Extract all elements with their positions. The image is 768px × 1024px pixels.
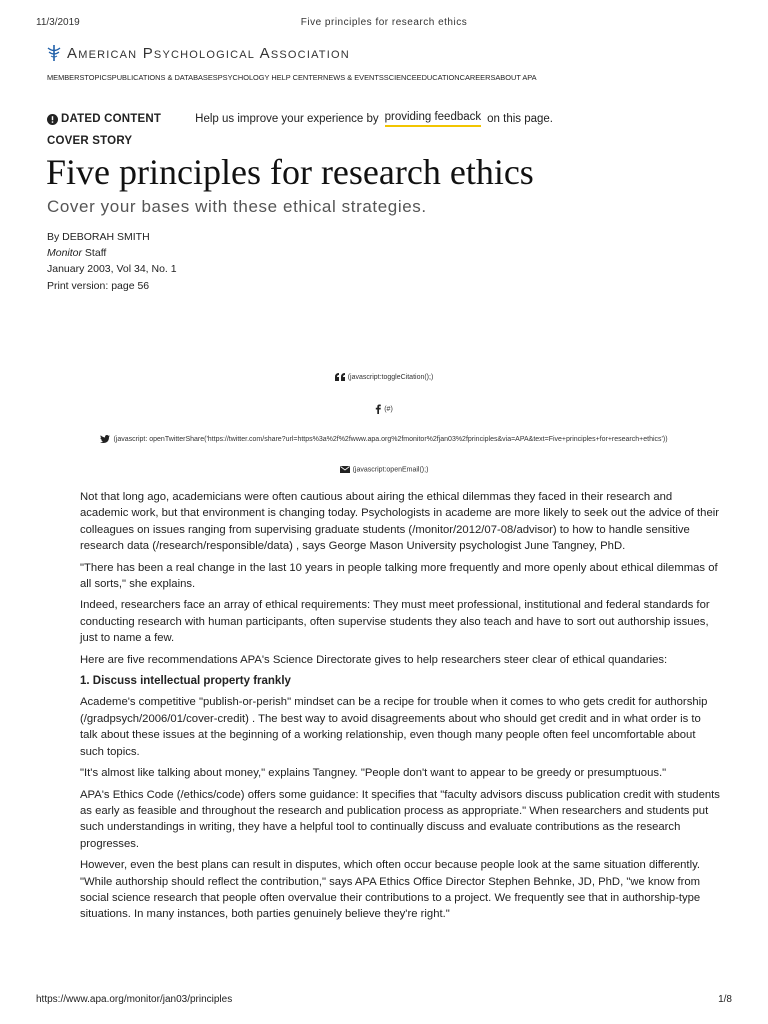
nav-item-topics[interactable]: TOPICS [84, 73, 112, 82]
nav-item-members[interactable]: MEMBERS [47, 73, 85, 82]
quote-icon [335, 373, 345, 381]
page-subtitle: Cover your bases with these ethical strategies. [47, 197, 427, 216]
nav-item-science[interactable]: SCIENCE [383, 73, 417, 82]
article-body [80, 489, 720, 928]
print-date: 11/3/2019 [36, 17, 80, 28]
email-link[interactable]: (javascript:openEmail();) [352, 466, 429, 474]
envelope-icon [340, 466, 350, 473]
nav-item-publications[interactable]: PUBLICATIONS & DATABASES [111, 73, 218, 82]
main-nav [47, 73, 537, 82]
paragraph: Academe's competitive "publish-or-perish" mindset can be a recipe for trouble when it comes to who gets credit for authorship (/gradpsych/2006/01/cover-credit) . The best way to avoid disagreements about who should get credit and in what order is to talk about these issues at the beginning of a working relationship, even though many people often feel uncomfortable about such topics. [80, 696, 708, 758]
print-version: Print version: page 56 [47, 280, 150, 292]
staff-line [47, 247, 106, 259]
paragraph: Not that long ago, academicians were often cautious about airing the ethical dilemmas they faced in their research and academic work, but that environment is changing today. Psychologists in academe are more likely to seek out the advice of their colleagues on issues ranging from supervising graduate students (/monitor/2012/07-08/advisor) to how to handle sensitive research data (/research/responsible/data) , says George Mason University psychologist June Tangney, PhD. [80, 491, 720, 553]
facebook-link[interactable]: (#) [384, 405, 393, 413]
nav-item-about[interactable]: ABOUT APA [495, 73, 537, 82]
nav-item-careers[interactable]: CAREERS [459, 73, 496, 82]
citation-link[interactable]: (javascript:toggleCitation();) [347, 373, 434, 381]
staff-italic: Monitor [47, 247, 83, 259]
paragraph: However, even the best plans can result in disputes, which often occur because people look at the same situation differently. "While authorship should reflect the contribution," says APA Ethics Office Director Stephen Behnke, JD, PhD, "we know from social science research that people often overvalue their contributions to a project. We frequently see that in authorship-type situations. In many instances, both parties genuinely believe they're right." [80, 859, 701, 921]
paragraph: Here are five recommendations APA's Science Directorate gives to help researchers steer clear of ethical quandaries: [80, 653, 668, 666]
twitter-icon [100, 435, 110, 443]
section-label: COVER STORY [47, 135, 133, 147]
staff-rest: Staff [82, 247, 107, 259]
dated-content-label: DATED CONTENT [61, 113, 162, 125]
facebook-share[interactable] [0, 404, 768, 414]
citation-share[interactable] [0, 373, 768, 381]
paragraph: APA's Ethics Code (/ethics/code) offers some guidance: It specifies that "faculty advisors discuss publication credit with students as early as feasible and throughout the research and publication process as appropriate." When researchers and students put such understandings in writing, they have a helpful tool to continually discuss and evaluate contributions as the research progresses. [80, 788, 720, 850]
issue-line: January 2003, Vol 34, No. 1 [47, 263, 177, 275]
page-title: Five principles for research ethics [46, 152, 534, 192]
logo-text: American Psychological Association [67, 44, 350, 62]
twitter-share[interactable] [0, 435, 768, 443]
facebook-icon [375, 404, 381, 414]
print-title: Five principles for research ethics [300, 17, 468, 28]
email-share[interactable] [0, 466, 768, 473]
apa-logo[interactable] [47, 44, 350, 62]
twitter-link[interactable]: (javascript: openTwitterShare('https://twitter.com/share?url=https%3a%2f%2fwww.apa.org%2fmonitor%2fjan03%2fprinciples&via=APA&text=Five+principles+for+research+ethics')) [113, 435, 668, 443]
notice-text-before: Help us improve your experience by [195, 113, 379, 125]
footer-url: https://www.apa.org/monitor/jan03/principles [36, 994, 233, 1005]
dated-content-notice [47, 111, 553, 127]
nav-item-news[interactable]: NEWS & EVENTS [323, 73, 384, 82]
section-heading: 1. Discuss intellectual property frankly [80, 675, 291, 688]
page-number: 1/8 [718, 994, 732, 1005]
nav-item-help-center[interactable]: PSYCHOLOGY HELP CENTER [217, 73, 324, 82]
feedback-link[interactable]: providing feedback [385, 111, 482, 127]
apa-logo-icon [47, 44, 61, 62]
paragraph: Indeed, researchers face an array of ethical requirements: They must meet professional, institutional and federal standards for conducting research with human participants, often supervise students they also teach and have to sort out authorship issues, just to name a few. [80, 599, 710, 645]
paragraph: "It's almost like talking about money," explains Tangney. "People don't want to appear to be greedy or presumptuous." [80, 767, 667, 780]
paragraph: "There has been a real change in the last 10 years in people talking more frequently and more openly about ethical dilemmas of all sorts," she explains. [80, 561, 718, 591]
byline: By DEBORAH SMITH [47, 231, 150, 243]
info-icon [47, 114, 58, 125]
notice-text-after: on this page. [487, 113, 553, 125]
nav-item-education[interactable]: EDUCATION [416, 73, 460, 82]
